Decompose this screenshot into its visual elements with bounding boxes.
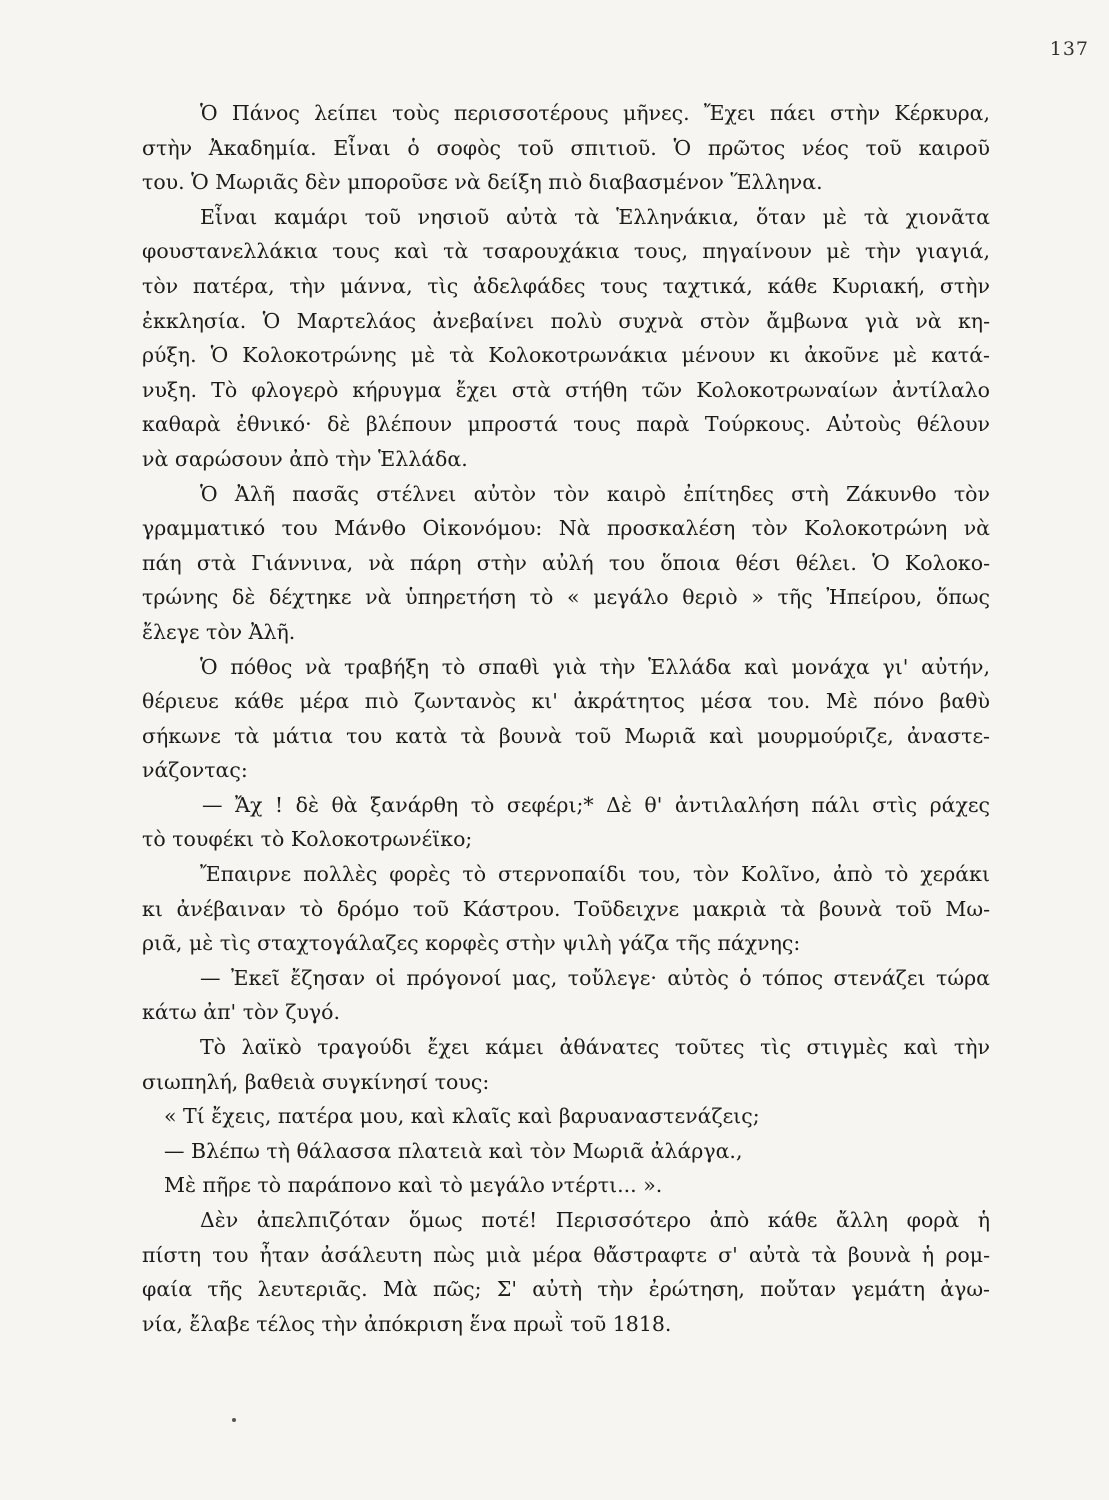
- text-line: πάη στὰ Γιάννινα, νὰ πάρη στὴν αὐλή του ὅποια θέσι θέλει. Ὁ Κολοκο-: [142, 550, 990, 575]
- ink-speck: [232, 1418, 236, 1422]
- text-line: Ὁ πόθος νὰ τραβήξη τὸ σπαθὶ γιὰ τὴν Ἑλλάδα καὶ μονάχα γι' αὐτήν,: [200, 654, 990, 679]
- text-line: — Βλέπω τὴ θάλασσα πλατειὰ καὶ τὸν Μωριᾶ ἀλάργα.,: [164, 1138, 743, 1163]
- text-line: ριᾶ, μὲ τὶς σταχτογάλαζες κορφὲς στὴν ψιλὴ γάζα τῆς πάχνης:: [142, 931, 801, 956]
- text-line: νυξη. Τὸ φλογερὸ κήρυγμα ἔχει στὰ στήθη τῶν Κολοκοτρωναίων ἀντίλαλο: [142, 377, 990, 402]
- text-line: « Τί ἔχεις, πατέρα μου, καὶ κλαῖς καὶ βαρυαναστενάζεις;: [164, 1104, 760, 1129]
- text-line: Δὲν ἀπελπιζόταν ὅμως ποτέ! Περισσότερο ἀπὸ κάθε ἄλλη φορὰ ἡ: [200, 1208, 990, 1232]
- page-number: 137: [1049, 38, 1089, 60]
- text-line: νάζοντας:: [142, 758, 248, 783]
- text-line: καθαρὰ ἐθνικό· δὲ βλέπουν μπροστά τους παρὰ Τούρκους. Αὐτοὺς θέλουν: [142, 412, 990, 437]
- text-line: Εἶναι καμάρι τοῦ νησιοῦ αὐτὰ τὰ Ἑλληνάκια, ὅταν μὲ τὰ χιονᾶτα: [200, 204, 990, 229]
- text-line: κάτω ἀπ' τὸν ζυγό.: [142, 1000, 341, 1025]
- text-line: νία, ἔλαβε τέλος τὴν ἀπόκριση ἕνα πρωῒ τοῦ 1818.: [142, 1311, 672, 1336]
- text-line: — Ἄχ ! δὲ θὰ ξανάρθη τὸ σεφέρι;* Δὲ θ' ἀντιλαλήση πάλι στὶς ράχες: [202, 792, 990, 817]
- text-line: στὴν Ἀκαδημία. Εἶναι ὁ σοφὸς τοῦ σπιτιοῦ. Ὁ πρῶτος νέος τοῦ καιροῦ: [142, 135, 990, 160]
- text-line: πίστη του ἦταν ἀσάλευτη πὼς μιὰ μέρα θἄστραφτε σ' αὐτὰ τὰ βουνὰ ἡ ρομ-: [142, 1242, 990, 1267]
- text-line: θέριευε κάθε μέρα πιὸ ζωντανὸς κι' ἀκράτητος μέσα του. Μὲ πόνο βαθὺ: [142, 689, 990, 714]
- text-line: κι ἀνέβαιναν τὸ δρόμο τοῦ Κάστρου. Τοῦδειχνε μακριὰ τὰ βουνὰ τοῦ Μω-: [142, 896, 990, 921]
- text-line: φουστανελλάκια τους καὶ τὰ τσαρουχάκια τους, πηγαίνουν μὲ τὴν γιαγιά,: [142, 239, 990, 264]
- text-line: σήκωνε τὰ μάτια του κατὰ τὰ βουνὰ τοῦ Μωριᾶ καὶ μουρμούριζε, ἀναστε-: [142, 723, 990, 748]
- text-line: Μὲ πῆρε τὸ παράπονο καὶ τὸ μεγάλο ντέρτι... ».: [164, 1173, 663, 1198]
- text-line: Ὁ Πάνος λείπει τοὺς περισσοτέρους μῆνες. Ἔχει πάει στὴν Κέρκυρα,: [200, 101, 990, 125]
- text-line: γραμματικό του Μάνθο Οἰκονόμου: Νὰ προσκαλέση τὸν Κολοκοτρώνη νὰ: [142, 516, 990, 541]
- text-line: Ἔπαιρνε πολλὲς φορὲς τὸ στερνοπαίδι του, τὸν Κολῖνο, ἀπὸ τὸ χεράκι: [200, 862, 990, 887]
- body-text: [142, 96, 990, 1341]
- text-line: φαία τῆς λευτεριᾶς. Μὰ πῶς; Σ' αὐτὴ τὴν ἐρώτηση, ποὔταν γεμάτη ἀγω-: [142, 1277, 990, 1302]
- text-line: τὸ τουφέκι τὸ Κολοκοτρωνέϊκο;: [142, 827, 473, 852]
- text-line: του. Ὁ Μωριᾶς δὲν μποροῦσε νὰ δείξη πιὸ διαβασμένον Ἕλληνα.: [142, 170, 823, 195]
- text-line: Ὁ Ἀλῆ πασᾶς στέλνει αὐτὸν τὸν καιρὸ ἐπίτηδες στὴ Ζάκυνθο τὸν: [200, 481, 990, 506]
- text-line: ἔλεγε τὸν Ἀλῆ.: [142, 619, 296, 644]
- text-line: Τὸ λαϊκὸ τραγούδι ἔχει κάμει ἀθάνατες τοῦτες τὶς στιγμὲς καὶ τὴν: [200, 1035, 990, 1060]
- text-line: τὸν πατέρα, τὴν μάννα, τὶς ἀδελφάδες τους ταχτικά, κάθε Κυριακή, στὴν: [142, 273, 990, 298]
- text-line: ρύξη. Ὁ Κολοκοτρώνης μὲ τὰ Κολοκοτρωνάκια μένουν κι ἀκοῦνε μὲ κατά-: [142, 343, 990, 368]
- text-line: τρώνης δὲ δέχτηκε νὰ ὑπηρετήση τὸ « μεγάλο θεριὸ » τῆς Ἠπείρου, ὅπως: [142, 585, 990, 610]
- text-line: ἐκκλησία. Ὁ Μαρτελάος ἀνεβαίνει πολὺ συχνὰ στὸν ἄμβωνα γιὰ νὰ κη-: [142, 308, 990, 333]
- text-line: — Ἐκεῖ ἔζησαν οἱ πρόγονοί μας, τοὔλεγε· αὐτὸς ὁ τόπος στενάζει τώρα: [200, 965, 990, 990]
- text-line: νὰ σαρώσουν ἀπὸ τὴν Ἑλλάδα.: [142, 446, 468, 471]
- text-line: σιωπηλή, βαθειὰ συγκίνησί τους:: [142, 1069, 490, 1094]
